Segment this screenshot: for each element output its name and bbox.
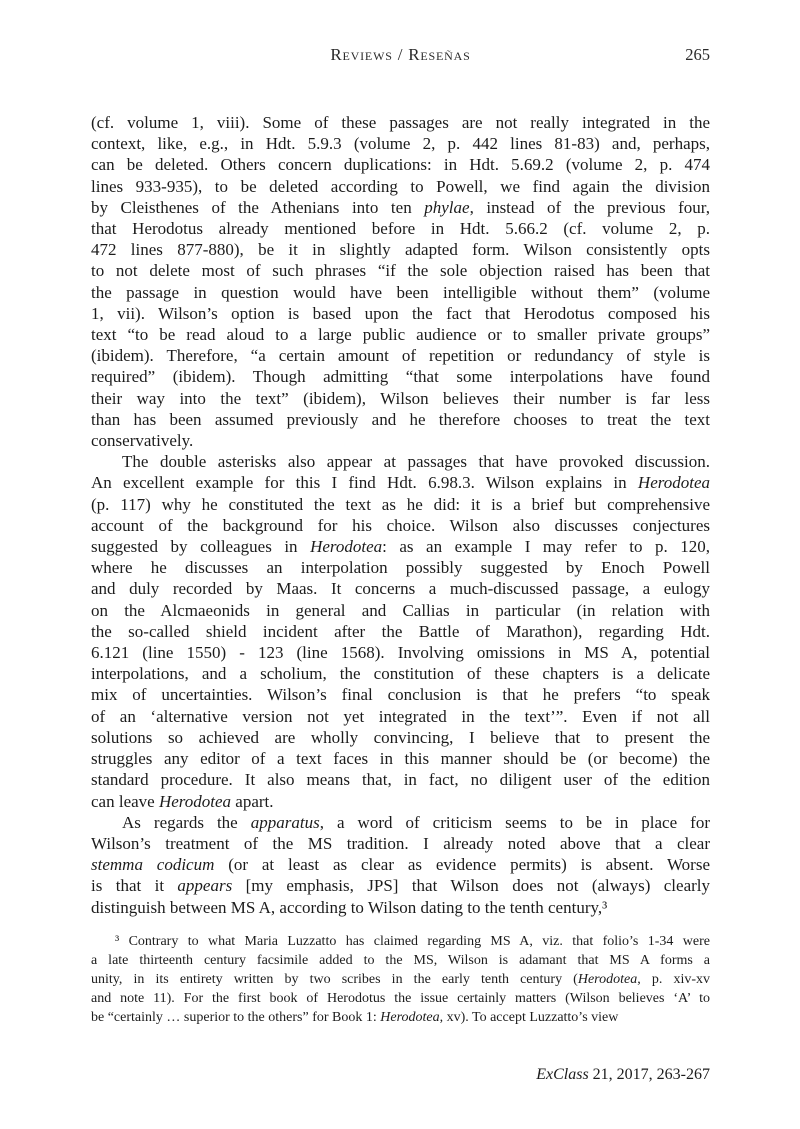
text-line: than has been assumed previously and he therefore chooses to treat the text: [91, 409, 710, 429]
text-line: stemma codicum (or at least as clear as evidence permits) is absent. Worse: [91, 855, 710, 875]
footnote: [91, 932, 710, 1027]
text-line: 6.121 (line 1550) - 123 (line 1568). Involving omissions in MS A, potential: [91, 643, 710, 663]
paragraph: [91, 812, 710, 918]
text-line: 1, vii). Wilson’s option is based upon the fact that Herodotus composed his: [91, 303, 710, 323]
footnote-line: unity, in its entirety written by two scribes in the early tenth century (Herodotea, p. xiv-xv: [91, 972, 710, 987]
text-line: the so-called shield incident after the Battle of Marathon), regarding Hdt.: [91, 621, 710, 641]
text-line: (ibidem). Therefore, “a certain amount of repetition or redundancy of style is: [91, 346, 710, 366]
running-head: [91, 45, 710, 65]
text-line: account of the background for his choice. Wilson also discusses conjectures: [91, 515, 710, 535]
paragraph: [91, 451, 710, 811]
text-line: on the Alcmaeonids in general and Callias in particular (in relation with: [91, 600, 710, 620]
footnote-line: be “certainly … superior to the others” for Book 1: Herodotea, xv). To accept Luzzatto’s view: [91, 1010, 619, 1025]
text-line: standard procedure. It also means that, in fact, no diligent user of the edition: [91, 770, 710, 790]
text-line: An excellent example for this I find Hdt. 6.98.3. Wilson explains in Herodotea: [91, 473, 710, 493]
text-line: 472 lines 877-880), be it in slightly adapted form. Wilson consistently opts: [91, 240, 710, 260]
text-line: The double asterisks also appear at passages that have provoked discussion.: [122, 452, 710, 472]
page-number: 265: [685, 45, 710, 64]
text-line: mix of uncertainties. Wilson’s final conclusion is that he prefers “to speak: [91, 685, 710, 705]
text-line: Wilson’s treatment of the MS tradition. I already noted above that a clear: [91, 833, 710, 853]
text-line: (p. 117) why he constituted the text as he did: it is a brief but comprehensive: [91, 494, 710, 514]
footnote-line: and note 11). For the first book of Herodotus the issue certainly matters (Wilson believes ‘A’ to: [91, 991, 710, 1006]
text-line: the passage in question would have been intelligible without them” (volume: [91, 282, 710, 302]
text-line: can leave Herodotea apart.: [91, 791, 274, 811]
text-line: their way into the text” (ibidem), Wilson believes their number is far less: [91, 388, 710, 408]
page-footer: [91, 1066, 710, 1084]
text-line: As regards the apparatus, a word of criticism seems to be in place for: [122, 812, 710, 832]
text-line: suggested by colleagues in Herodotea: as an example I may refer to p. 120,: [91, 537, 710, 557]
text-line: of an ‘alternative version not yet integrated in the text’”. Even if not all: [91, 706, 710, 726]
text-line: by Cleisthenes of the Athenians into ten phylae, instead of the previous four,: [91, 197, 710, 217]
text-line: context, like, e.g., in Hdt. 5.9.3 (volume 2, p. 442 lines 81-83) and, perhaps,: [91, 134, 710, 154]
text-line: conservatively.: [91, 431, 194, 451]
text-line: can be deleted. Others concern duplications: in Hdt. 5.69.2 (volume 2, p. 474: [91, 155, 710, 175]
text-line: solutions so achieved are wholly convincing, I believe that to present the: [91, 727, 710, 747]
footnote-line: ³ Contrary to what Maria Luzzatto has claimed regarding MS A, viz. that folio’s 1-34 were: [115, 934, 710, 949]
text-line: (cf. volume 1, viii). Some of these passages are not really integrated in the: [91, 113, 710, 132]
text-line: is that it appears [my emphasis, JPS] that Wilson does not (always) clearly: [91, 876, 710, 896]
journal-section-title: Reviews / Reseñas: [330, 45, 471, 64]
text-line: lines 933-935), to be deleted according to Powell, we find again the division: [91, 176, 710, 196]
paragraph: [91, 112, 710, 451]
text-line: text “to be read aloud to a large public audience or to smaller private groups”: [91, 325, 710, 345]
text-line: where he discusses an interpolation possibly suggested by Enoch Powell: [91, 558, 710, 578]
body-text: [91, 112, 710, 918]
text-line: required” (ibidem). Though admitting “that some interpolations have found: [91, 367, 710, 387]
text-line: to not delete most of such phrases “if the sole objection raised has been that: [91, 261, 710, 281]
text-line: struggles any editor of a text faces in this manner should be (or become) the: [91, 749, 710, 769]
text-line: and duly recorded by Maas. It concerns a much-discussed passage, a eulogy: [91, 579, 710, 599]
footnote-line: a late thirteenth century facsimile added to the MS, Wilson is adamant that MS A forms a: [91, 953, 710, 968]
text-line: interpolations, and a scholium, the constitution of these chapters is a delicate: [91, 664, 710, 684]
text-line: that Herodotus already mentioned before in Hdt. 5.66.2 (cf. volume 2, p.: [91, 219, 710, 239]
text-line: distinguish between MS A, according to Wilson dating to the tenth century,³: [91, 897, 608, 917]
journal-citation: ExClass 21, 2017, 263-267: [536, 1066, 710, 1083]
